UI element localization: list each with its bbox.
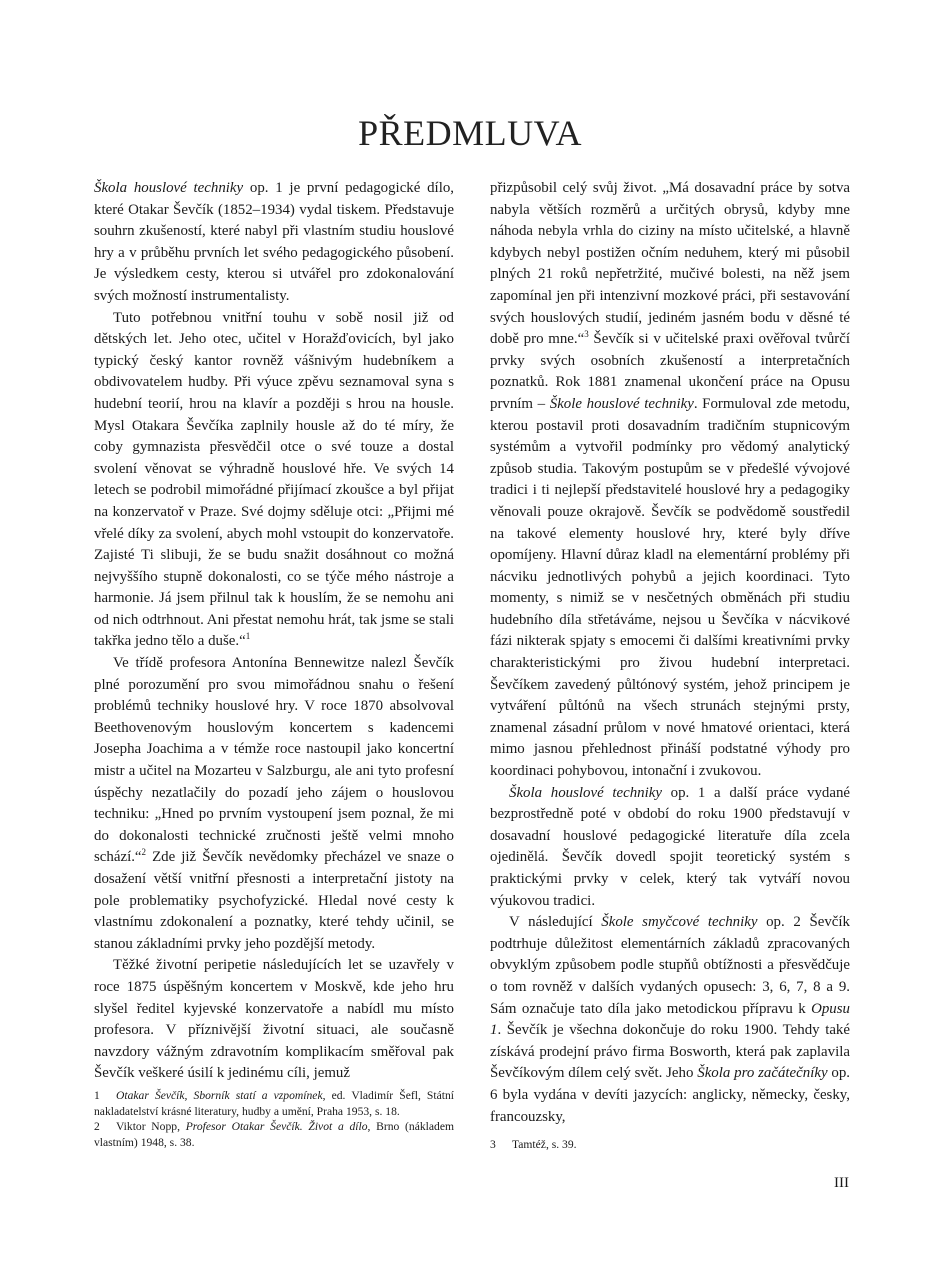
footnotes-right: [490, 1137, 850, 1153]
work-title: Škola houslové techniky: [94, 180, 244, 196]
paragraph-text: op. 1 a další práce vydané bezprostředně poté v období do roku 1900 představují v dosavadní houslové pedagogické literatuře díla zcela ojedinělá. Ševčík dovedl spojit teoretický systém s praktickými prvky v celek, který tak vytváří novou výukovou tradici.: [490, 784, 851, 909]
work-title: Škola pro začátečníky: [697, 1065, 828, 1082]
paragraph: [94, 653, 454, 955]
paragraph-text: V následující: [509, 914, 602, 931]
work-title: Škola houslové techniky: [509, 784, 662, 801]
paragraph-text: přizpůsobil celý svůj život. „Má dosavadní práce by sotva nabyla větších rozměrů a určitých obrysů, kdyby mne náhoda nebyla vrhla do ciziny na místo učitelské, a hlavně kdybych nebyl postižen očním neduhem, který mi působil plných 21 roků nepřetržité, mučivé bolesti, na něž jsem zapomínal jen při intenzivní mozkové práci, při sestavování svých houslových studií, jediném jasném bodu v děsné té době pro mne.“: [490, 180, 850, 348]
paragraph-text: . Ševčík je všechna dokončuje do roku 1900. Tehdy také získává prodejní právo firma Bosworth, která pak zaplavila Ševčíkovým dílem celý svět. Jeho: [490, 1022, 850, 1082]
paragraph-text: Těžké životní peripetie následujících let se uzavřely v roce 1875 úspěšným koncertem v Moskvě, kde jeho hru slyšel ředitel kyjevské konzervatoře a nabídl mu místo profesora. V příznivější životní situaci, ale současně navzdory vážným zdravotním komplikacím směřoval pak Ševčík veškeré úsilí k jedinému cíli, jemuž: [94, 957, 454, 1082]
left-column: [94, 178, 454, 1085]
footnote-ref[interactable]: 3: [584, 329, 589, 340]
page-title: PŘEDMLUVA: [358, 113, 582, 153]
footnote-text: , Brno (nákladem vlastním) 1948, s. 38.: [94, 1120, 454, 1149]
page-number: III: [834, 1175, 849, 1191]
footnote-title: Profesor Otakar Ševčík. Život a dílo: [185, 1120, 368, 1134]
work-title: Škole smyčcové techniky: [601, 914, 758, 931]
paragraph: [94, 308, 454, 654]
footnote-number: 3: [490, 1138, 496, 1151]
footnote-text: Tamtéž, s. 39.: [512, 1138, 577, 1151]
footnote-title: Otakar Ševčík, Sborník statí a vzpomínek: [116, 1089, 323, 1102]
footnote-text: , ed. Vladimír Šefl, Státní nakladatelství krásné literatury, hudby a umění, Praha 1953, s. 18.: [94, 1089, 454, 1118]
paragraph: [94, 955, 454, 1085]
footnote-ref[interactable]: 2: [141, 847, 147, 858]
paragraph-text: op. 2 Ševčík podtrhuje důležitost elementárních základů zpracovaných obvyklým způsobem podle stupňů obtížnosti a přesvědčuje o tom rovněž v dalších vydaných opusech: 3, 6, 7, 8 a 9. Sám označuje tato díla jako metodickou přípravu k: [490, 914, 850, 1017]
footnote-number: 2: [94, 1120, 100, 1134]
work-title: Opusu 1: [490, 1000, 850, 1039]
footnote: [94, 1119, 454, 1150]
paragraph-text: Ve třídě profesora Antonína Bennewitze nalezl Ševčík plné porozumění pro svou mimořádnou snahu o řešení problémů techniky houslové hry. V roce 1870 absolvoval Beethovenovým houslovým koncertem s kadencemi Josepha Joachima a v témže roce nastoupil jako koncertní mistr a učitel na Mozarteu v Salzburgu, ale ani tyto profesní úspěchy nezatlačily do pozadí jeho zájem o houslovou techniku: „Hned po prvním vystoupení jsem poznal, že mi do dokonalosti technické zručnosti ještě velmi mnoho schází.“: [94, 655, 454, 866]
footnote: [490, 1137, 850, 1153]
paragraph: [490, 178, 850, 783]
paragraph-text: op. 6 byla vydána v devíti jazycích: anglicky, německy, česky, francouzsky,: [490, 1065, 850, 1125]
paragraph: [490, 783, 850, 913]
paragraph-text: Ševčík si v učitelské praxi ověřoval tvůrčí prvky svých osobních zkušeností a interpretačních poznatků. Rok 1881 znamenal ukončení práce na Opusu prvním –: [490, 331, 850, 412]
footnotes-left: [94, 1088, 454, 1150]
paragraph: [94, 178, 454, 308]
footnote-text: Viktor Nopp,: [116, 1120, 186, 1134]
footnote: [94, 1088, 454, 1119]
right-column: [490, 178, 850, 1128]
paragraph-text: Zde již Ševčík nevědomky přecházel ve snaze o dosažení větší vnitřní přesnosti a interpretační jistoty na pole problematiky psychofyzické. Hledal nové cesty k vlastnímu zdokonalení a poznatky, které tehdy učinil, se stanou základními prvky jeho pozdější metody.: [94, 849, 454, 952]
work-title: Škole houslové techniky: [549, 395, 694, 412]
paragraph: [490, 912, 850, 1128]
paragraph-text: op. 1 je první pedagogické dílo, které Otakar Ševčík (1852–1934) vydal tiskem. Představuje souhrn zkušeností, které nabyl při vlastním studiu houslové hry a v průběhu prvních let svého pedagogického působení. Je výsledkem cesty, kterou si utvářel pro zdokonalování svých možností instrumentalisty.: [94, 180, 454, 304]
paragraph-text: . Formuloval zde metodu, kterou postavil proti dosavadním tradičním stupnicovým systémům a vytvořil podmínky pro vědomý analytický způsob studia. Takovým postupům se v předešlé vývojové tradici i ti nejlepší představitelé houslové hry a pedagogiky věnovali pouze okrajově. Ševčík se podvědomě soustředil na takové elementy houslové hry, které byly dříve opomíjeny. Hlavní důraz kladl na elementární problémy při nácviku jednotlivých pohybů a jejich koordinaci. Tyto momenty, s nimiž se v nesčetných obměnách při studiu hudebního díla střetáváme, nejsou u Ševčíka v nácvikové fázi nikterak spjaty s emocemi či dalšími kreativními prvky charakteristickými pro živou hudební interpretaci. Ševčíkem zavedený půltónový systém, jehož principem je vytváření půltónů na všech strunách stejnými prsty, znamenal zásadní průlom v nové hmatové orientaci, která mimo jasnou přehlednost přináší podstatné výhody pro koordinaci pohybovou, intonační i zvukovou.: [490, 395, 850, 780]
footnote-ref[interactable]: 1: [245, 631, 251, 642]
paragraph-text: Tuto potřebnou vnitřní touhu v sobě nosil již od dětských let. Jeho otec, učitel v Horažďovicích, byl jako typický český kantor rovněž vášnivým hudebníkem a obdivovatelem hudby. Při výuce zpěvu seznamoval syna s hudební teorií, hrou na klavír a později s hrou na housle. Mysl Otakara Ševčíka zaplnily housle až do té míry, že coby gymnazista přesvědčil otce o své touze a dostal svolení věnovat se výhradně houslové hře. Ve svých 14 letech se podrobil mimořádné přijímací zkoušce a byl přijat na konzervatoř v Praze. Své dojmy sděluje otci: „Přijmi mé vřelé díky za svolení, abych mohl vstoupit do konzervatoře. Zajisté Ti slibuji, že se budu snažit dosáhnout co možná nejvyššího stupně dokonalosti, co se týče mého nástroje a harmonie. Já jsem přilnul tak k houslím, že se nemohu ani od nich odtrhnout. Ani přestat nemohu hrát, tak jsme se stali takřka jedno tělo a duše.“: [94, 309, 454, 650]
footnote-number: 1: [94, 1089, 100, 1102]
